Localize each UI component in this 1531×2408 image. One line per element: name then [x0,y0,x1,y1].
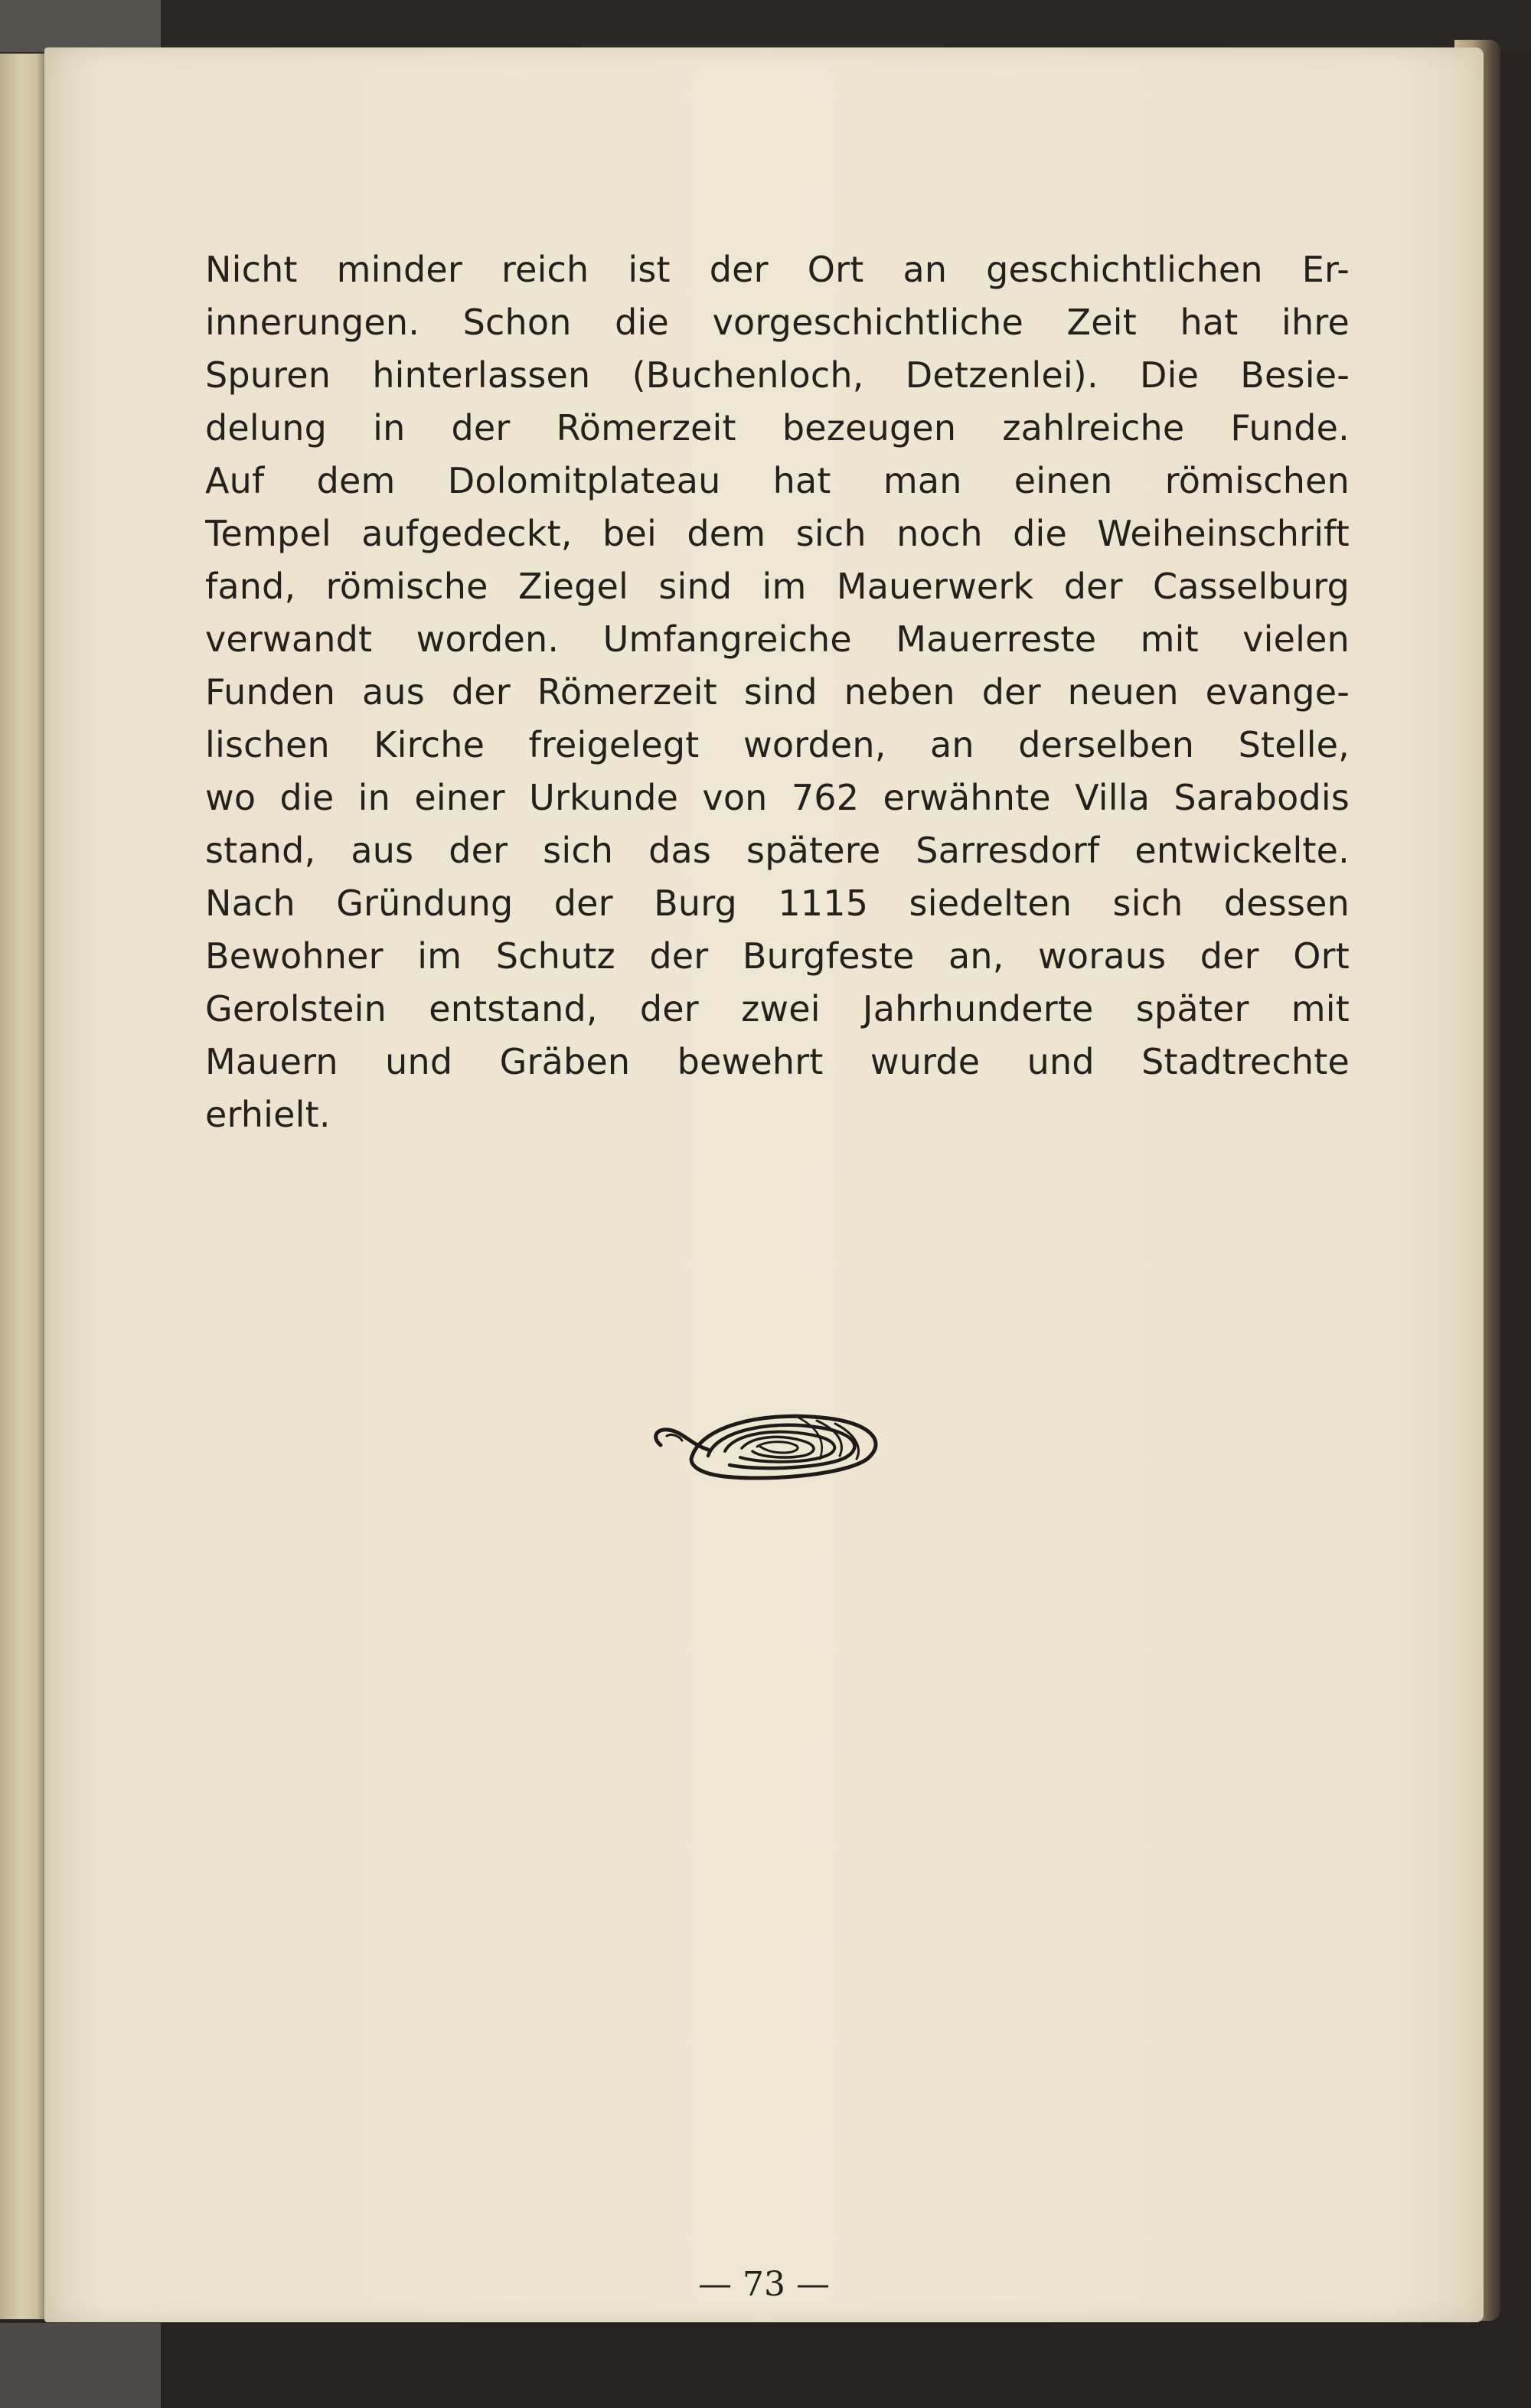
text-line: delung in der Römerzeit bezeugen zahlreiche Funde. [205,407,1350,449]
text-line: Gerolstein entstand, der zwei Jahrhunderte später mit [205,988,1350,1029]
text-line: Bewohner im Schutz der Burgfeste an, woraus der Ort [205,935,1350,977]
text-line: innerungen. Schon die vorgeschichtliche Zeit hat ihre [205,302,1350,343]
text-line: fand, römische Ziegel sind im Mauerwerk der Casselburg [205,566,1350,607]
text-line: Nach Gründung der Burg 1115 siedelten sich dessen [205,883,1350,924]
body-paragraph [205,243,1350,1162]
scanner-clip-top [0,0,161,52]
text-line: verwandt worden. Umfangreiche Mauerreste mit vielen [205,618,1350,660]
text-line: Mauern und Gräben bewehrt wurde und Stadtrechte [205,1041,1350,1082]
text-line: lischen Kirche freigelegt worden, an derselben Stelle, [205,724,1350,765]
text-line: Spuren hinterlassen (Buchenloch, Detzenlei). Die Besie- [205,354,1350,396]
text-line: Funden aus der Römerzeit sind neben der neuen evange- [205,671,1350,713]
spiral-ornament-icon [645,1385,890,1493]
text-line: wo die in einer Urkunde von 762 erwähnte Villa Sarabodis [205,777,1350,818]
scanner-clip-bottom [0,2323,161,2408]
text-line: stand, aus der sich das spätere Sarresdorf entwickelte. [205,830,1350,871]
text-line-last: erhielt. [205,1094,331,1135]
page-number: — 73 — [698,2265,830,2304]
text-line: Auf dem Dolomitplateau hat man einen römischen [205,460,1350,501]
book-page [44,47,1484,2322]
scanner-background-top [0,0,1531,54]
text-line: Tempel aufgedeckt, bei dem sich noch die Weiheinschrift [205,513,1350,554]
text-line: Nicht minder reich ist der Ort an geschichtlichen Er- [205,249,1350,290]
left-page-edge [0,54,46,2319]
